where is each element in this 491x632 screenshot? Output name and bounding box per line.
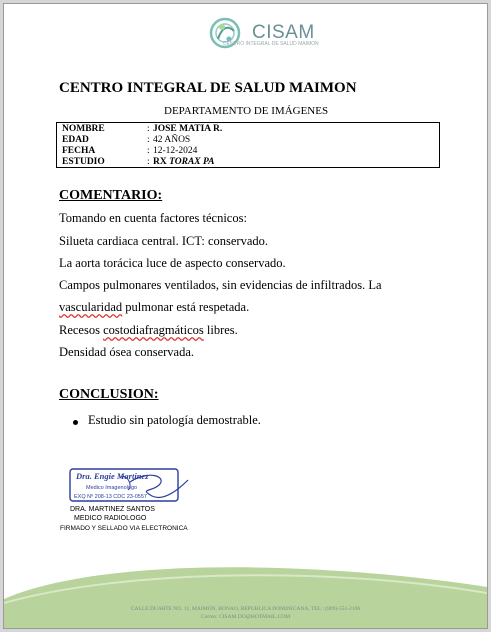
spellcheck-word: vascularidad	[59, 300, 123, 314]
stamp-name: Dra. Engie Martinez	[76, 471, 149, 481]
study-prefix: RX	[153, 157, 167, 167]
spellcheck-word: costodiafragmáticos	[103, 323, 204, 337]
comentario-line-rest: pulmonar está respetada.	[122, 300, 250, 314]
patient-label: ESTUDIO	[62, 157, 105, 167]
patient-info-box	[56, 122, 440, 168]
doctor-name: DRA. MARTINEZ SANTOS	[70, 506, 155, 513]
comentario-line: Silueta cardiaca central. ICT: conservado.	[59, 234, 269, 248]
patient-label: NOMBRE	[62, 124, 105, 134]
logo-subtitle: CENTRO INTEGRAL DE SALUD MAIMON	[223, 41, 319, 47]
comentario-line	[59, 323, 238, 338]
patient-study-value	[153, 157, 214, 168]
comentario-line: Campos pulmonares ventilados, sin evidencias de infiltrados. La	[59, 278, 382, 292]
comentario-line-before: Recesos	[59, 323, 104, 337]
stamp-id: EXQ Nº 208-13 CDC 23-0557	[74, 494, 147, 500]
study-name: TORAX PA	[169, 157, 215, 167]
logo-text: CISAM	[252, 22, 315, 43]
patient-date-value: 12-12-2024	[153, 146, 198, 156]
patient-label: EDAD	[62, 135, 89, 145]
signature-stamp	[68, 466, 192, 504]
colon: :	[147, 146, 150, 156]
bullet-icon	[73, 420, 78, 425]
patient-label: FECHA	[62, 146, 96, 156]
signature-note: FIRMADO Y SELLADO VIA ELECTRONICA	[60, 525, 188, 532]
doctor-role: MEDICO RADIOLOGO	[74, 515, 147, 522]
colon: :	[147, 124, 150, 134]
patient-age-value: 42 AÑOS	[153, 135, 191, 145]
comentario-line	[59, 300, 249, 315]
document-page	[3, 3, 488, 629]
colon: :	[147, 157, 150, 167]
footer-email: Correo: CISAM.DO@HOTMAIL.COM	[200, 614, 291, 620]
department-heading: DEPARTAMENTO DE IMÁGENES	[164, 105, 329, 117]
conclusion-item: Estudio sin patología demostrable.	[88, 413, 261, 427]
colon: :	[147, 135, 150, 145]
comentario-line-after: libres.	[203, 323, 238, 337]
comentario-line: Tomando en cuenta factores técnicos:	[59, 211, 247, 225]
conclusion-heading: CONCLUSION:	[59, 387, 159, 402]
footer-address: CALLE DUARTE NO. 11, MAIMÓN, BONAO, REPUBLICA DOMINICANA, TEL.: (809)-551-2106	[130, 606, 361, 612]
comentario-heading: COMENTARIO:	[59, 188, 163, 203]
stamp-role: Medico Imagenologo	[86, 485, 138, 491]
patient-name-value: JOSE MATIA R.	[153, 124, 223, 134]
document-title: CENTRO INTEGRAL DE SALUD MAIMON	[59, 80, 357, 96]
comentario-line: Densidad ósea conservada.	[59, 345, 195, 359]
comentario-line: La aorta torácica luce de aspecto conservado.	[59, 256, 286, 270]
